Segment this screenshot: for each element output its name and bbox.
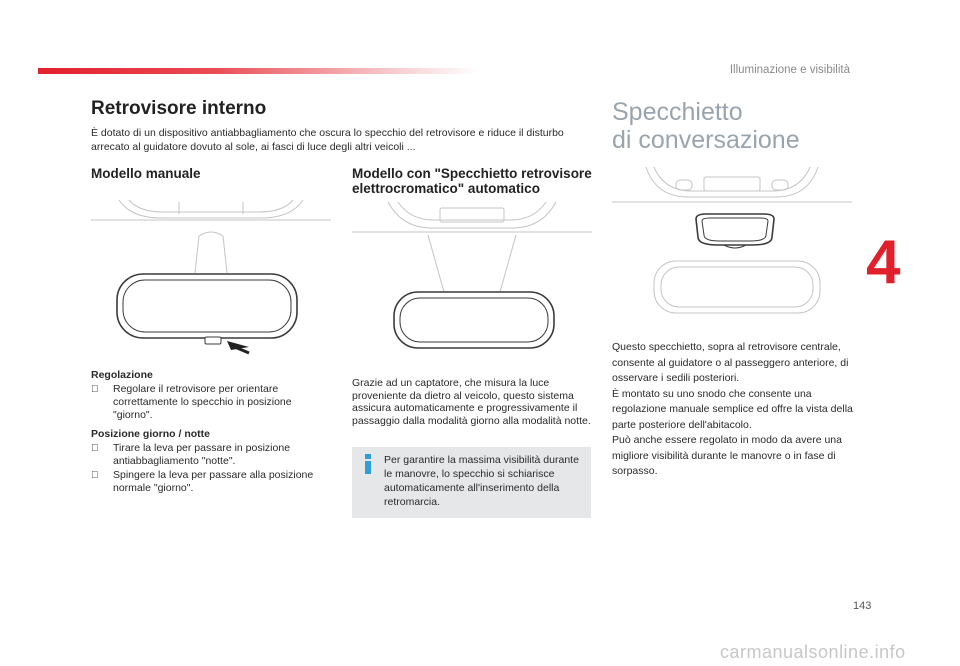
auto-description: Grazie ad un captatore, che misura la luce proveniente da dietro al veicolo, questo sistema assicura automaticamente e progressivamente il passaggio dalla modalità giorno alla modalità notte. [352, 377, 591, 427]
intro-paragraph: È dotato di un dispositivo antiabbagliamento che oscura lo specchio del retrovisore e riduce il disturbo arrecato al guidatore dovuto al sole, ai fasci di luce degli altri veicoli ... [91, 127, 564, 153]
watermark: carmanualsonline.info [720, 642, 906, 662]
page-number: 143 [853, 600, 872, 612]
chapter-number: 4 [866, 228, 901, 297]
list-item: Tirare la leva per passare in posizione antiabbagliamento "notte". [91, 442, 331, 468]
conversation-mirror-illustration [612, 165, 852, 315]
list-item: Spingere la leva per passare alla posizione normale "giorno". [91, 469, 331, 495]
section-label: Illuminazione e visibilità [729, 64, 850, 76]
conversation-description: Questo specchietto, sopra al retrovisore centrale, consente al guidatore o al passeggero anteriore, di osservare i sedili posteriori. È montato su uno snodo che consente una regolazione manuale semplice ed offre la vista della parte posteriore dell'abitacolo. Può anche essere regolato in modo da avere una migliore visibilità durante le manovre o in fase di sorpasso. [612, 341, 853, 477]
conversation-title-line2: di conversazione [612, 126, 800, 154]
square-bullet-icon [91, 469, 113, 495]
pointer-arrow-icon [227, 341, 249, 353]
info-box [352, 447, 591, 518]
square-bullet-icon [91, 383, 113, 422]
square-bullet-icon [91, 442, 113, 468]
adjust-label: Regolazione [91, 369, 153, 381]
auto-mirror-illustration [352, 200, 592, 350]
conversation-title-line1: Specchietto [612, 98, 743, 126]
daynight-label: Posizione giorno / notte [91, 428, 210, 440]
page-title: Retrovisore interno [91, 98, 267, 119]
header-accent-bar [38, 68, 478, 74]
auto-heading: Modello con "Specchietto retrovisore elettrocromatico" automatico [352, 166, 592, 196]
manual-mirror-illustration [91, 198, 331, 358]
manual-heading: Modello manuale [91, 166, 201, 181]
conversation-title [612, 98, 800, 154]
manual-instructions [91, 369, 331, 495]
info-text: Per garantire la massima visibilità durante le manovre, lo specchio si schiarisce automaticamente all'inserimento della retromarcia. [384, 454, 579, 508]
list-item: Regolare il retrovisore per orientare correttamente lo specchio in posizione "giorno". [91, 383, 331, 422]
info-icon [365, 454, 371, 474]
